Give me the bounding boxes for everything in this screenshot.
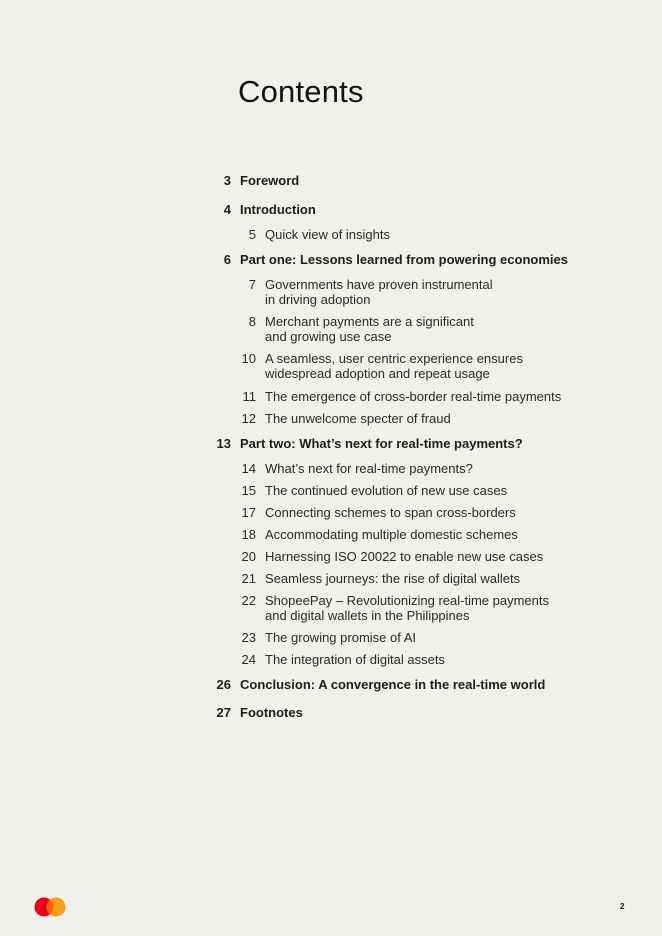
toc-entry-title [240,677,545,692]
mastercard-logo-icon [34,897,66,917]
toc-entry-line: Quick view of insights [265,227,390,242]
page-number: 2 [620,902,625,911]
toc-page-number: 4 [223,202,231,217]
toc-entry-title [265,389,561,404]
toc-entry-title [240,173,299,188]
toc-entry-line: Part one: Lessons learned from powering economies [240,252,568,267]
toc-entry-title [265,652,445,667]
toc-page-number: 6 [223,252,231,267]
toc-entry-line: The integration of digital assets [265,652,445,667]
toc-entry-title [265,277,493,307]
toc-entry-line: The unwelcome specter of fraud [265,411,451,426]
toc-entry-line: Merchant payments are a significant [265,314,474,329]
toc-entry-title [265,314,474,344]
toc-entry-title [265,571,520,586]
toc-entry-line: Footnotes [240,705,303,720]
toc-entry-line: ShopeePay – Revolutionizing real-time payments [265,593,549,608]
toc-page-number: 8 [248,314,256,329]
toc-page-number: 24 [241,652,256,667]
toc-entry-line: Foreword [240,173,300,188]
toc-page-number: 23 [241,630,256,645]
toc-entry-line: Seamless journeys: the rise of digital wallets [265,571,521,586]
toc-entry-title [265,483,507,498]
toc-page-number: 14 [241,461,256,476]
toc-entry-line: Connecting schemes to span cross-borders [265,505,516,520]
toc-entry-line: What’s next for real-time payments? [265,461,473,476]
toc-entry-title [265,505,516,520]
toc-entry-title [265,527,518,542]
toc-entry-line: and growing use case [265,329,392,344]
toc-page-number: 27 [216,705,231,720]
toc-page-number: 10 [241,351,256,366]
toc-entry-line: The growing promise of AI [265,630,417,645]
toc-entry-title [265,411,451,426]
toc-entry-line: Harnessing ISO 20022 to enable new use cases [265,549,544,564]
toc-entry-title [265,461,473,476]
page-title: Contents [238,74,364,109]
toc-page-number: 15 [241,483,256,498]
toc-entry-line: The emergence of cross-border real-time payments [265,389,562,404]
toc-entry-title [240,436,523,451]
toc-page-number: 5 [248,227,256,242]
toc-entry-line: Accommodating multiple domestic schemes [265,527,518,542]
toc-page-number: 22 [241,593,256,608]
toc-entry-line: in driving adoption [265,292,371,307]
toc-entry-title [265,593,549,623]
toc-page-number: 11 [242,389,256,404]
toc-entry-line: A seamless, user centric experience ensures [265,351,523,366]
toc-page-number: 17 [241,505,256,520]
toc-entry-line: widespread adoption and repeat usage [265,366,490,381]
toc-page-number: 18 [241,527,256,542]
toc-entry-title [240,705,303,720]
toc-page-number: 21 [241,571,256,586]
toc-entry-line: Part two: What’s next for real-time payments? [240,436,523,451]
toc-entry-title [265,227,390,242]
toc-page-number: 26 [216,677,231,692]
toc-page-number: 13 [216,436,231,451]
toc-entry-line: and digital wallets in the Philippines [265,608,470,623]
toc-entry-line: Governments have proven instrumental [265,277,493,292]
toc-page-number: 3 [223,173,231,188]
toc-entry-line: Introduction [240,202,316,217]
toc-entry-title [265,351,523,381]
toc-entry-line: The continued evolution of new use cases [265,483,508,498]
toc-page-number: 7 [248,277,256,292]
toc-entry-title [240,202,316,217]
toc-page-number: 12 [241,411,256,426]
toc-page-number: 20 [241,549,256,564]
toc-entry-title [265,549,543,564]
toc-entry-line: Conclusion: A convergence in the real-time world [240,677,546,692]
toc-entry-title [240,252,568,267]
toc-entry-title [265,630,416,645]
